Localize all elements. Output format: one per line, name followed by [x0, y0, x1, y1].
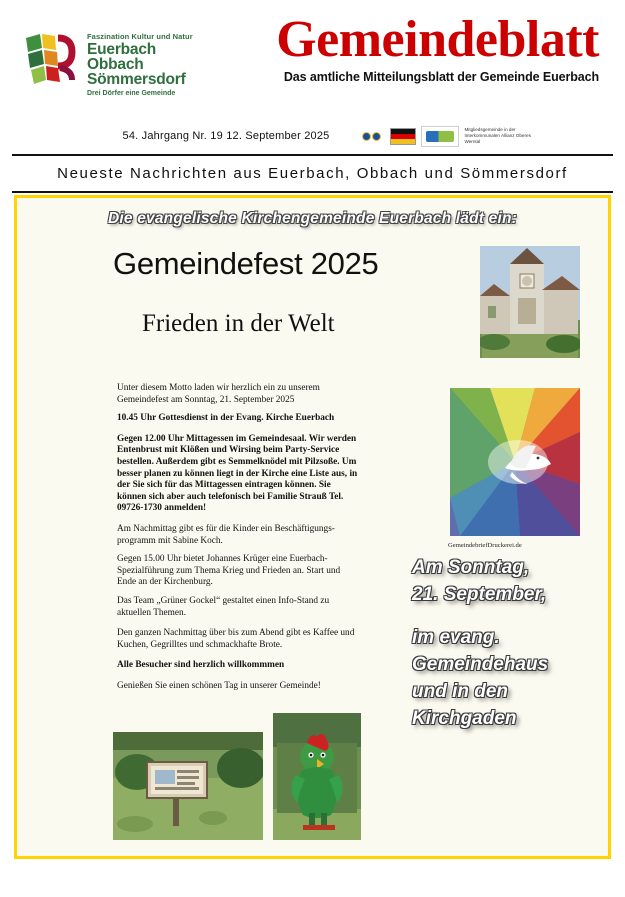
paragraph-children: Am Nachmittag gibt es für die Kinder ein Beschäftigungs-programm mit Sabine Koch. — [117, 523, 335, 546]
church-photo — [480, 246, 580, 358]
badge-note: Mitgliedsgemeinde in der Interkommunalen Allianz Oberes Werntal — [464, 127, 531, 144]
shout-line-3: im evang. — [412, 627, 500, 648]
dove-rays-image — [450, 388, 580, 536]
logo-text — [87, 30, 193, 97]
masthead — [0, 0, 625, 118]
paragraph-service: 10.45 Uhr Gottesdienst in der Evang. Kirche Euerbach — [117, 413, 335, 424]
divider-bottom — [12, 191, 613, 193]
page-subtitle: Das amtliche Mitteilungsblatt der Gemeinde Euerbach — [283, 70, 599, 84]
shout-line-2: 21. September, — [412, 584, 547, 605]
title-block — [202, 11, 603, 84]
lunch-bold-lead: Gegen 12.00 Uhr Mittagessen im Gemeindesaal. Wir werden Entenbrust mit Klößen und Wirsing beim Party-Service bestellen. Außerdem gibt es Semmelknödel mit Pilzsoße. Um besser planen zu können liegt in der Kirche eine Liste aus, in der Sie sich für das Mittagessen eintragen können. Sie können sich aber auch telefonisch bei Familie Strauß Tel. 09726-1730 anmelden! — [117, 433, 358, 514]
logo-tagline-top: Faszination Kultur und Natur — [87, 32, 193, 41]
ad-title: Gemeindefest 2025 — [113, 246, 379, 281]
paragraph-gockel: Das Team „Grüner Gockel“ gestaltet einen Info-Stand zu aktuellen Themen. — [117, 595, 330, 618]
rooster-mascot-photo — [273, 713, 361, 840]
logo-tagline-bottom: Drei Dörfer eine Gemeinde — [87, 90, 176, 97]
ad-headline: Die evangelische Kirchengemeinde Euerbach lädt ein: — [107, 210, 518, 227]
ad-motto: Frieden in der Welt — [142, 310, 335, 337]
ad-shout-block — [412, 554, 592, 732]
allianz-logo-icon — [421, 126, 459, 147]
logo-line-soemmersdorf: Sömmersdorf — [87, 71, 186, 88]
municipality-logo — [22, 14, 202, 97]
shout-line-5: und in den — [412, 681, 509, 702]
paragraph-lunch — [117, 434, 359, 515]
issue-row — [0, 118, 625, 154]
info-sign-photo — [113, 732, 263, 840]
issue-line: 54. Jahrgang Nr. 19 12. September 2025 — [122, 130, 330, 142]
page-title: Gemeindeblatt — [276, 11, 599, 68]
logo-mark-icon — [22, 30, 80, 90]
ad-body-text — [117, 383, 359, 701]
paragraph-closing: Genießen Sie einen schönen Tag in unserer Gemeinde! — [117, 680, 321, 691]
logo-line-euerbach: Euerbach — [87, 41, 157, 58]
banner-headline: Neueste Nachrichten aus Euerbach, Obbach und Sömmersdorf — [57, 165, 568, 182]
advertisement-box — [14, 195, 611, 859]
flag-icon — [390, 128, 416, 145]
image-credit: GemeindebriefDruckerei.de — [448, 542, 522, 549]
paragraph-welcome: Alle Besucher sind herzlich willkommmen — [117, 660, 285, 671]
paragraph-intro: Unter diesem Motto laden wir herzlich ein zu unserem Gemeindefest am Sonntag, 21. September 2025 — [117, 383, 320, 405]
paragraph-afternoon: Den ganzen Nachmittag über bis zum Abend gibt es Kaffee und Kuchen, Gegrilltes und schmackhafte Brote. — [117, 628, 355, 650]
paragraph-tour: Gegen 15.00 Uhr bietet Johannes Krüger eine Euerbach-Spezialführung zum Thema Krieg und Frieden an. Start und Ende an der Kirchenburg. — [117, 554, 341, 588]
coins-icon — [357, 126, 385, 147]
shout-line-4: Gemeindehaus — [412, 654, 549, 675]
issue-badges — [357, 126, 542, 147]
shout-line-1: Am Sonntag, — [412, 557, 530, 578]
logo-line-obbach: Obbach — [87, 56, 144, 73]
shout-line-6: Kirchgaden — [412, 708, 517, 729]
